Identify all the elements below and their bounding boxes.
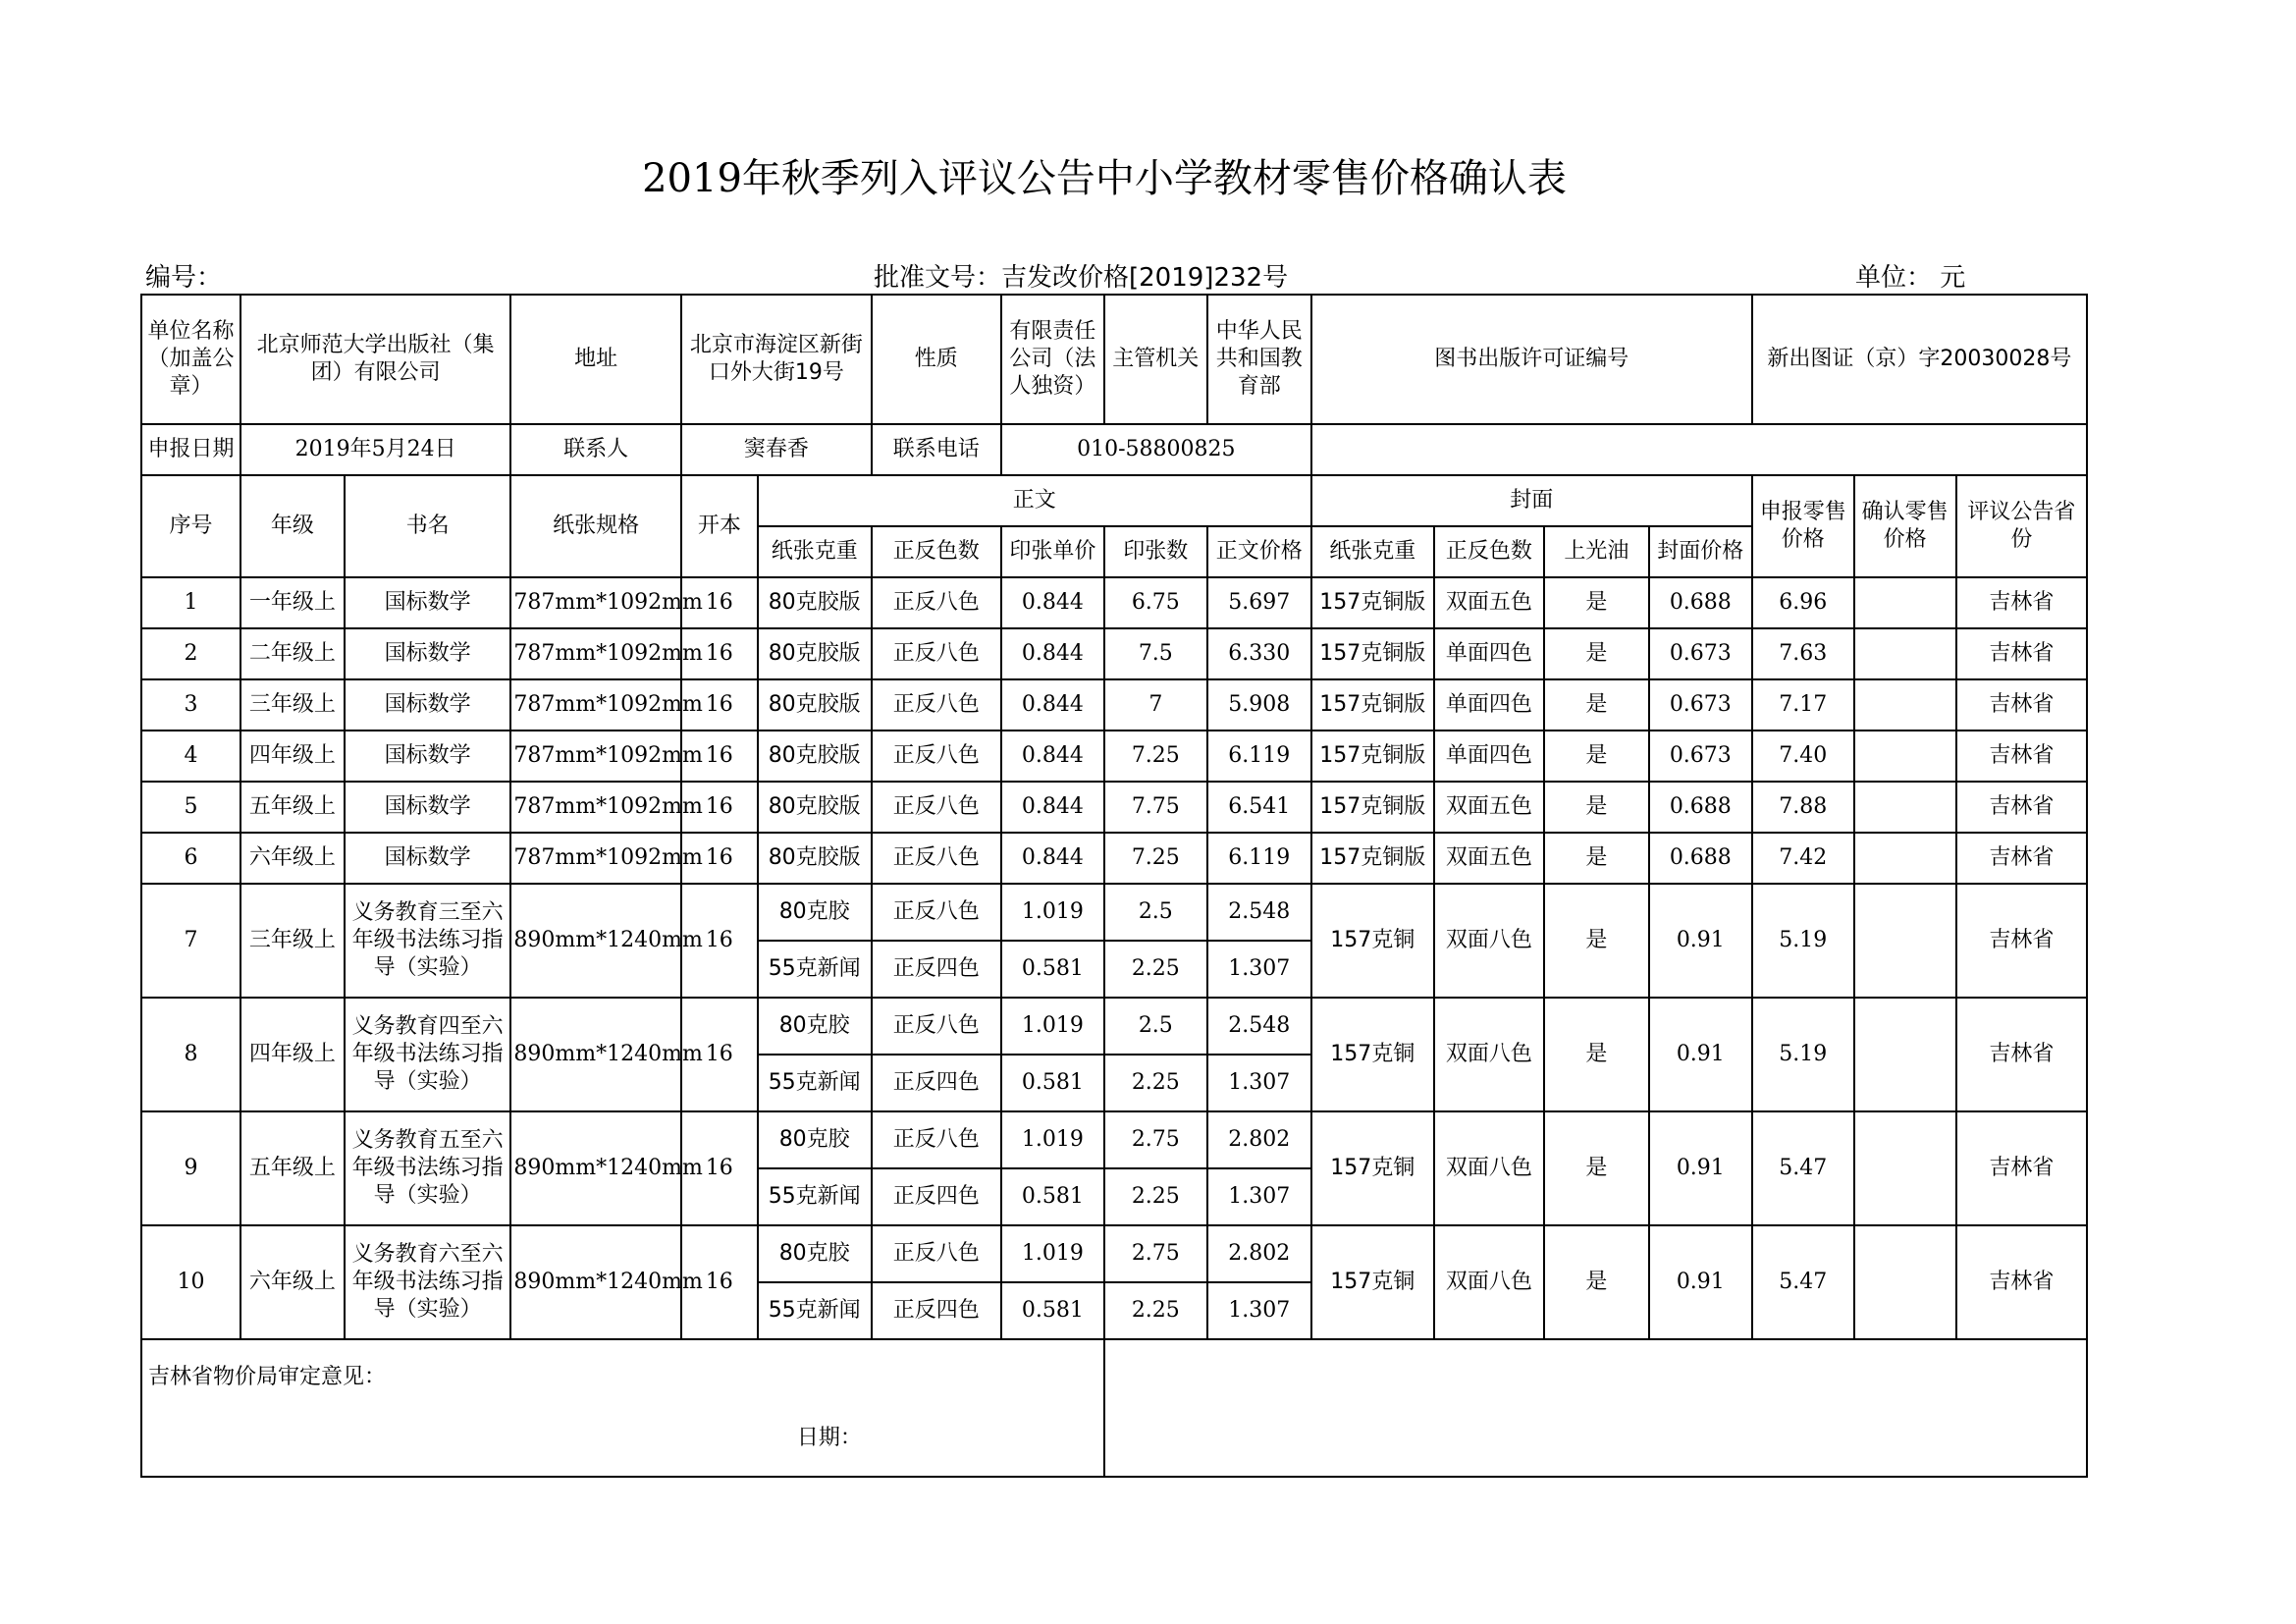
spec-cell: 890mm*1240mm	[510, 884, 681, 998]
cover-color-cell: 双面八色	[1434, 884, 1544, 998]
empty-cell	[1311, 424, 2087, 475]
body-price-cell: 1.307	[1207, 1168, 1311, 1225]
confirmed-price-cell	[1854, 577, 1956, 628]
declare-date: 2019年5月24日	[240, 424, 511, 475]
table-row	[141, 998, 2087, 1055]
header-province: 评议公告省份	[1956, 475, 2087, 577]
declared-price-cell: 7.42	[1752, 833, 1854, 884]
paper-cell: 80克胶	[758, 1111, 872, 1168]
cover-color-cell: 双面五色	[1434, 833, 1544, 884]
declared-price-cell: 7.88	[1752, 782, 1854, 833]
header-row-1	[141, 475, 2087, 526]
seq-cell: 6	[141, 833, 240, 884]
body-price-cell: 1.307	[1207, 1282, 1311, 1339]
table-row	[141, 628, 2087, 679]
seq-cell: 9	[141, 1111, 240, 1225]
table-row	[141, 679, 2087, 731]
confirmed-price-cell	[1854, 782, 1956, 833]
cover-paper-cell: 157克铜	[1311, 884, 1434, 998]
province-cell: 吉林省	[1956, 679, 2087, 731]
seq-cell: 10	[141, 1225, 240, 1339]
spec-cell: 890mm*1240mm	[510, 1225, 681, 1339]
cover-paper-cell: 157克铜版	[1311, 731, 1434, 782]
authority-label: 主管机关	[1104, 295, 1207, 424]
contact-name: 窦春香	[681, 424, 872, 475]
body-price-cell: 2.802	[1207, 1111, 1311, 1168]
color-cell: 正反四色	[872, 1282, 1001, 1339]
header-cover-paper: 纸张克重	[1311, 526, 1434, 577]
paper-cell: 80克胶版	[758, 628, 872, 679]
declared-price-cell: 7.40	[1752, 731, 1854, 782]
table-row	[141, 1225, 2087, 1282]
body-price-cell: 6.330	[1207, 628, 1311, 679]
format-cell: 16	[681, 1111, 758, 1225]
spec-cell: 787mm*1092mm	[510, 833, 681, 884]
spec-cell: 890mm*1240mm	[510, 1111, 681, 1225]
spec-cell: 787mm*1092mm	[510, 679, 681, 731]
unit-price-cell: 1.019	[1001, 1225, 1104, 1282]
sheets-cell: 2.75	[1104, 1111, 1207, 1168]
header-body-color: 正反色数	[872, 526, 1001, 577]
color-cell: 正反八色	[872, 833, 1001, 884]
confirmed-price-cell	[1854, 731, 1956, 782]
spec-cell: 787mm*1092mm	[510, 782, 681, 833]
cover-paper-cell: 157克铜	[1311, 1225, 1434, 1339]
header-grade: 年级	[240, 475, 345, 577]
cover-color-cell: 单面四色	[1434, 731, 1544, 782]
cover-paper-cell: 157克铜版	[1311, 577, 1434, 628]
number-label: 编号：	[145, 263, 223, 293]
approval-number: 批准文号：吉发改价格[2019]232号	[874, 263, 1289, 293]
seq-cell: 1	[141, 577, 240, 628]
color-cell: 正反八色	[872, 577, 1001, 628]
review-opinion-cell	[141, 1339, 1104, 1477]
paper-cell: 55克新闻	[758, 1168, 872, 1225]
table-row	[141, 577, 2087, 628]
province-cell: 吉林省	[1956, 998, 2087, 1111]
contact-row	[141, 424, 2087, 475]
confirmed-price-cell	[1854, 679, 1956, 731]
license-number: 新出图证（京）字20030028号	[1752, 295, 2087, 424]
cover-paper-cell: 157克铜版	[1311, 679, 1434, 731]
cover-paper-cell: 157克铜版	[1311, 782, 1434, 833]
seq-cell: 7	[141, 884, 240, 998]
page-title: 2019年秋季列入评议公告中小学教材零售价格确认表	[642, 156, 1567, 201]
book-cell: 国标数学	[345, 731, 511, 782]
color-cell: 正反四色	[872, 1168, 1001, 1225]
color-cell: 正反八色	[872, 679, 1001, 731]
color-cell: 正反八色	[872, 1225, 1001, 1282]
confirmed-price-cell	[1854, 1111, 1956, 1225]
book-cell: 国标数学	[345, 628, 511, 679]
unit-price-cell: 0.844	[1001, 833, 1104, 884]
paper-cell: 55克新闻	[758, 1055, 872, 1111]
confirmed-price-cell	[1854, 833, 1956, 884]
unit-price-cell: 0.844	[1001, 628, 1104, 679]
review-opinion-label: 吉林省物价局审定意见：	[148, 1365, 387, 1389]
table-row	[141, 1111, 2087, 1168]
confirmed-price-cell	[1854, 884, 1956, 998]
spec-cell: 787mm*1092mm	[510, 577, 681, 628]
sheets-cell: 2.5	[1104, 998, 1207, 1055]
contact-label: 联系人	[510, 424, 681, 475]
header-varnish: 上光油	[1544, 526, 1649, 577]
cover-paper-cell: 157克铜	[1311, 998, 1434, 1111]
paper-cell: 55克新闻	[758, 1282, 872, 1339]
table-row	[141, 731, 2087, 782]
varnish-cell: 是	[1544, 731, 1649, 782]
sheets-cell: 7.75	[1104, 782, 1207, 833]
province-cell: 吉林省	[1956, 731, 2087, 782]
price-table	[140, 294, 2088, 1478]
color-cell: 正反八色	[872, 731, 1001, 782]
unit-price-cell: 1.019	[1001, 884, 1104, 941]
sheets-cell: 7.25	[1104, 731, 1207, 782]
grade-cell: 一年级上	[240, 577, 345, 628]
province-cell: 吉林省	[1956, 833, 2087, 884]
body-price-cell: 5.697	[1207, 577, 1311, 628]
paper-cell: 80克胶版	[758, 782, 872, 833]
format-cell: 16	[681, 577, 758, 628]
sheets-cell: 2.75	[1104, 1225, 1207, 1282]
body-price-cell: 2.548	[1207, 998, 1311, 1055]
cover-color-cell: 单面四色	[1434, 628, 1544, 679]
seq-cell: 4	[141, 731, 240, 782]
cover-price-cell: 0.91	[1649, 884, 1752, 998]
color-cell: 正反四色	[872, 1055, 1001, 1111]
paper-cell: 80克胶版	[758, 833, 872, 884]
header-body-paper: 纸张克重	[758, 526, 872, 577]
declared-price-cell: 5.19	[1752, 998, 1854, 1111]
color-cell: 正反八色	[872, 782, 1001, 833]
seq-cell: 3	[141, 679, 240, 731]
book-cell: 国标数学	[345, 782, 511, 833]
province-cell: 吉林省	[1956, 1225, 2087, 1339]
province-cell: 吉林省	[1956, 577, 2087, 628]
review-date-label: 日期：	[796, 1426, 862, 1450]
cover-color-cell: 双面五色	[1434, 577, 1544, 628]
grade-cell: 五年级上	[240, 1111, 345, 1225]
header-book: 书名	[345, 475, 511, 577]
sheets-cell: 2.25	[1104, 1282, 1207, 1339]
unit-name: 北京师范大学出版社（集团）有限公司	[240, 295, 511, 424]
cover-paper-cell: 157克铜版	[1311, 833, 1434, 884]
varnish-cell: 是	[1544, 1111, 1649, 1225]
cover-color-cell: 双面八色	[1434, 1225, 1544, 1339]
body-price-cell: 1.307	[1207, 1055, 1311, 1111]
table-row	[141, 884, 2087, 941]
declared-price-cell: 7.17	[1752, 679, 1854, 731]
header-sheet-price: 印张单价	[1001, 526, 1104, 577]
cover-price-cell: 0.673	[1649, 731, 1752, 782]
unit-name-label: 单位名称（加盖公章）	[141, 295, 240, 424]
header-cover-price: 封面价格	[1649, 526, 1752, 577]
cover-price-cell: 0.91	[1649, 998, 1752, 1111]
grade-cell: 三年级上	[240, 679, 345, 731]
sheets-cell: 7.25	[1104, 833, 1207, 884]
body-price-cell: 6.119	[1207, 731, 1311, 782]
cover-color-cell: 双面五色	[1434, 782, 1544, 833]
book-cell: 义务教育五至六年级书法练习指导（实验）	[345, 1111, 511, 1225]
varnish-cell: 是	[1544, 782, 1649, 833]
color-cell: 正反八色	[872, 998, 1001, 1055]
color-cell: 正反四色	[872, 941, 1001, 998]
format-cell: 16	[681, 1225, 758, 1339]
unit-price-cell: 0.581	[1001, 941, 1104, 998]
sheets-cell: 7.5	[1104, 628, 1207, 679]
cover-price-cell: 0.91	[1649, 1111, 1752, 1225]
book-cell: 国标数学	[345, 577, 511, 628]
cover-price-cell: 0.688	[1649, 577, 1752, 628]
format-cell: 16	[681, 782, 758, 833]
paper-cell: 80克胶版	[758, 679, 872, 731]
format-cell: 16	[681, 679, 758, 731]
declared-price-cell: 5.47	[1752, 1111, 1854, 1225]
grade-cell: 三年级上	[240, 884, 345, 998]
cover-color-cell: 双面八色	[1434, 1111, 1544, 1225]
spec-cell: 787mm*1092mm	[510, 731, 681, 782]
seq-cell: 8	[141, 998, 240, 1111]
body-price-cell: 2.548	[1207, 884, 1311, 941]
grade-cell: 四年级上	[240, 731, 345, 782]
sheets-cell: 7	[1104, 679, 1207, 731]
book-cell: 国标数学	[345, 679, 511, 731]
unit-price-cell: 0.844	[1001, 782, 1104, 833]
address: 北京市海淀区新街口外大街19号	[681, 295, 872, 424]
cover-price-cell: 0.91	[1649, 1225, 1752, 1339]
sheets-cell: 2.25	[1104, 1168, 1207, 1225]
body-price-cell: 2.802	[1207, 1225, 1311, 1282]
nature-label: 性质	[872, 295, 1001, 424]
header-format: 开本	[681, 475, 758, 577]
unit-price-cell: 0.844	[1001, 577, 1104, 628]
sheets-cell: 2.25	[1104, 1055, 1207, 1111]
book-cell: 义务教育三至六年级书法练习指导（实验）	[345, 884, 511, 998]
cover-paper-cell: 157克铜版	[1311, 628, 1434, 679]
paper-cell: 80克胶版	[758, 731, 872, 782]
cover-price-cell: 0.688	[1649, 833, 1752, 884]
body-price-cell: 1.307	[1207, 941, 1311, 998]
header-cover: 封面	[1311, 475, 1752, 526]
book-cell: 义务教育六至六年级书法练习指导（实验）	[345, 1225, 511, 1339]
date-label: 申报日期	[141, 424, 240, 475]
confirmed-price-cell	[1854, 1225, 1956, 1339]
cover-paper-cell: 157克铜	[1311, 1111, 1434, 1225]
grade-cell: 六年级上	[240, 833, 345, 884]
unit-price-cell: 0.581	[1001, 1055, 1104, 1111]
varnish-cell: 是	[1544, 577, 1649, 628]
province-cell: 吉林省	[1956, 884, 2087, 998]
declared-price-cell: 7.63	[1752, 628, 1854, 679]
spec-cell: 787mm*1092mm	[510, 628, 681, 679]
color-cell: 正反八色	[872, 628, 1001, 679]
cover-color-cell: 双面八色	[1434, 998, 1544, 1111]
unit-label: 单位： 元	[1855, 263, 1966, 293]
spec-cell: 890mm*1240mm	[510, 998, 681, 1111]
header-confirmed-price: 确认零售价格	[1854, 475, 1956, 577]
cover-price-cell: 0.673	[1649, 628, 1752, 679]
cover-price-cell: 0.673	[1649, 679, 1752, 731]
sheets-cell: 2.25	[1104, 941, 1207, 998]
phone-label: 联系电话	[872, 424, 1001, 475]
nature: 有限责任公司（法人独资）	[1001, 295, 1104, 424]
seq-cell: 5	[141, 782, 240, 833]
paper-cell: 80克胶版	[758, 577, 872, 628]
body-price-cell: 5.908	[1207, 679, 1311, 731]
grade-cell: 六年级上	[240, 1225, 345, 1339]
format-cell: 16	[681, 628, 758, 679]
varnish-cell: 是	[1544, 679, 1649, 731]
grade-cell: 四年级上	[240, 998, 345, 1111]
paper-cell: 80克胶	[758, 1225, 872, 1282]
address-label: 地址	[510, 295, 681, 424]
confirmed-price-cell	[1854, 628, 1956, 679]
unit-price-cell: 0.581	[1001, 1282, 1104, 1339]
unit-price-cell: 0.844	[1001, 679, 1104, 731]
cover-color-cell: 单面四色	[1434, 679, 1544, 731]
declared-price-cell: 5.19	[1752, 884, 1854, 998]
book-cell: 国标数学	[345, 833, 511, 884]
color-cell: 正反八色	[872, 884, 1001, 941]
unit-price-cell: 1.019	[1001, 998, 1104, 1055]
header-body: 正文	[758, 475, 1311, 526]
declared-price-cell: 5.47	[1752, 1225, 1854, 1339]
province-cell: 吉林省	[1956, 1111, 2087, 1225]
varnish-cell: 是	[1544, 884, 1649, 998]
declared-price-cell: 6.96	[1752, 577, 1854, 628]
confirmed-price-cell	[1854, 998, 1956, 1111]
format-cell: 16	[681, 731, 758, 782]
varnish-cell: 是	[1544, 833, 1649, 884]
header-sheets: 印张数	[1104, 526, 1207, 577]
review-empty-cell	[1104, 1339, 2087, 1477]
license-label: 图书出版许可证编号	[1311, 295, 1752, 424]
table-row	[141, 833, 2087, 884]
authority: 中华人民共和国教育部	[1207, 295, 1311, 424]
header-declared-price: 申报零售价格	[1752, 475, 1854, 577]
province-cell: 吉林省	[1956, 782, 2087, 833]
varnish-cell: 是	[1544, 1225, 1649, 1339]
format-cell: 16	[681, 884, 758, 998]
cover-price-cell: 0.688	[1649, 782, 1752, 833]
sheets-cell: 6.75	[1104, 577, 1207, 628]
paper-cell: 55克新闻	[758, 941, 872, 998]
info-row	[141, 295, 2087, 424]
table-row	[141, 782, 2087, 833]
header-cover-color: 正反色数	[1434, 526, 1544, 577]
varnish-cell: 是	[1544, 998, 1649, 1111]
color-cell: 正反八色	[872, 1111, 1001, 1168]
unit-price-cell: 1.019	[1001, 1111, 1104, 1168]
varnish-cell: 是	[1544, 628, 1649, 679]
paper-cell: 80克胶	[758, 998, 872, 1055]
format-cell: 16	[681, 998, 758, 1111]
unit-price-cell: 0.844	[1001, 731, 1104, 782]
grade-cell: 二年级上	[240, 628, 345, 679]
header-seq: 序号	[141, 475, 240, 577]
unit-price-cell: 0.581	[1001, 1168, 1104, 1225]
grade-cell: 五年级上	[240, 782, 345, 833]
body-price-cell: 6.541	[1207, 782, 1311, 833]
phone-number: 010-58800825	[1001, 424, 1311, 475]
sheets-cell: 2.5	[1104, 884, 1207, 941]
format-cell: 16	[681, 833, 758, 884]
review-row	[141, 1339, 2087, 1477]
header-paper-spec: 纸张规格	[510, 475, 681, 577]
seq-cell: 2	[141, 628, 240, 679]
book-cell: 义务教育四至六年级书法练习指导（实验）	[345, 998, 511, 1111]
body-price-cell: 6.119	[1207, 833, 1311, 884]
province-cell: 吉林省	[1956, 628, 2087, 679]
header-body-price: 正文价格	[1207, 526, 1311, 577]
paper-cell: 80克胶	[758, 884, 872, 941]
